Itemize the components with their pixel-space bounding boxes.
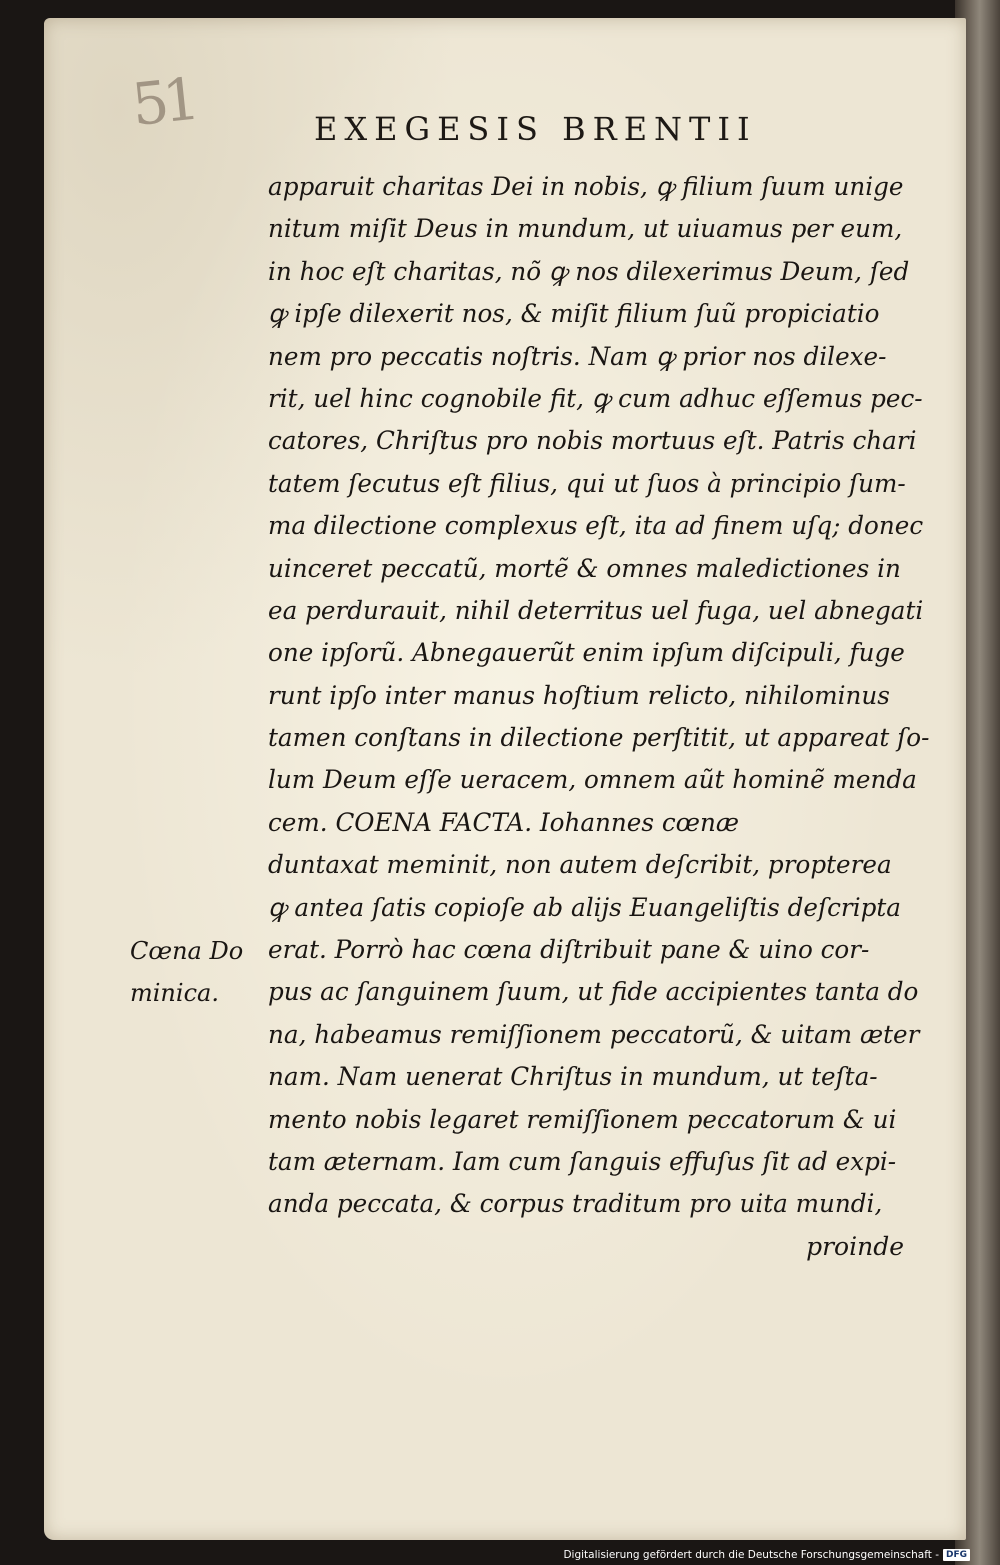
dfg-logo: DFG bbox=[943, 1549, 970, 1561]
text-line: lum Deum eſſe ueracem, omnem aũt hominẽ menda bbox=[268, 765, 917, 795]
text-line: anda peccata, & corpus traditum pro uita mundi, bbox=[268, 1189, 883, 1219]
text-line: tatem ſecutus eſt filius, qui ut ſuos à principio ſum- bbox=[268, 468, 906, 498]
margin-note-line: minica. bbox=[130, 979, 219, 1007]
text-line: cem. COENA FACTA. Iohannes cœnæ bbox=[268, 807, 740, 837]
text-line: uinceret peccatũ, mortẽ & omnes maledictiones in bbox=[268, 553, 901, 583]
text-line: ꝙ ipſe dilexerit nos, & miſit filium ſuũ propiciatio bbox=[268, 299, 880, 329]
text-line: mento nobis legaret remiſſionem peccatorum & ui bbox=[268, 1104, 897, 1134]
margin-note bbox=[130, 930, 243, 1014]
footer bbox=[563, 1549, 970, 1561]
body-text bbox=[268, 166, 958, 1268]
text-line: catores, Chriſtus pro nobis mortuus eſt. Patris chari bbox=[268, 426, 917, 456]
text-line: erat. Porrò hac cœna diſtribuit pane & uino cor- bbox=[268, 935, 870, 965]
book-page bbox=[44, 18, 966, 1540]
running-head: EXEGESIS BRENTII bbox=[314, 110, 757, 148]
text-line: nitum miſit Deus in mundum, ut uiuamus per eum, bbox=[268, 214, 903, 244]
margin-note-line: Cœna Do bbox=[130, 937, 244, 965]
text-line: rit, uel hinc cognobile fit, ꝙ cum adhuc eſſemus pec- bbox=[268, 383, 923, 413]
text-line: nam. Nam uenerat Chriſtus in mundum, ut teſta- bbox=[268, 1062, 878, 1092]
text-line: ꝙ antea ſatis copioſe ab alijs Euangeliſtis deſcripta bbox=[268, 892, 901, 922]
text-line: tam æternam. Iam cum ſanguis effuſus ſit ad expi- bbox=[268, 1146, 897, 1176]
text-line: na, habeamus remiſſionem peccatorũ, & uitam æter bbox=[268, 1019, 920, 1049]
text-line: duntaxat meminit, non autem deſcribit, propterea bbox=[268, 850, 892, 880]
folio-number-mark: 51 bbox=[128, 64, 198, 140]
text-line: tamen conſtans in dilectione perſtitit, ut appareat ſo- bbox=[268, 723, 930, 753]
text-line: pus ac ſanguinem ſuum, ut fide accipientes tanta do bbox=[268, 977, 919, 1007]
footer-credit: Digitalisierung gefördert durch die Deutsche Forschungsgemeinschaft - bbox=[563, 1549, 939, 1561]
text-line: in hoc eſt charitas, nõ ꝙ nos dilexerimus Deum, ſed bbox=[268, 256, 910, 286]
text-line: runt ipſo inter manus hoſtium relicto, nihilominus bbox=[268, 680, 890, 710]
text-line: ea perdurauit, nihil deterritus uel fuga, uel abnegati bbox=[268, 595, 924, 625]
catchword: proinde bbox=[806, 1231, 904, 1261]
text-line: apparuit charitas Dei in nobis, ꝙ filium ſuum unige bbox=[268, 172, 904, 201]
text-line: nem pro peccatis noſtris. Nam ꝙ prior nos dilexe- bbox=[268, 341, 887, 371]
text-line: ma dilectione complexus eſt, ita ad finem uſq; donec bbox=[268, 511, 924, 541]
text-line: one ipſorũ. Abnegauerũt enim ipſum diſcipuli, fuge bbox=[268, 638, 905, 668]
